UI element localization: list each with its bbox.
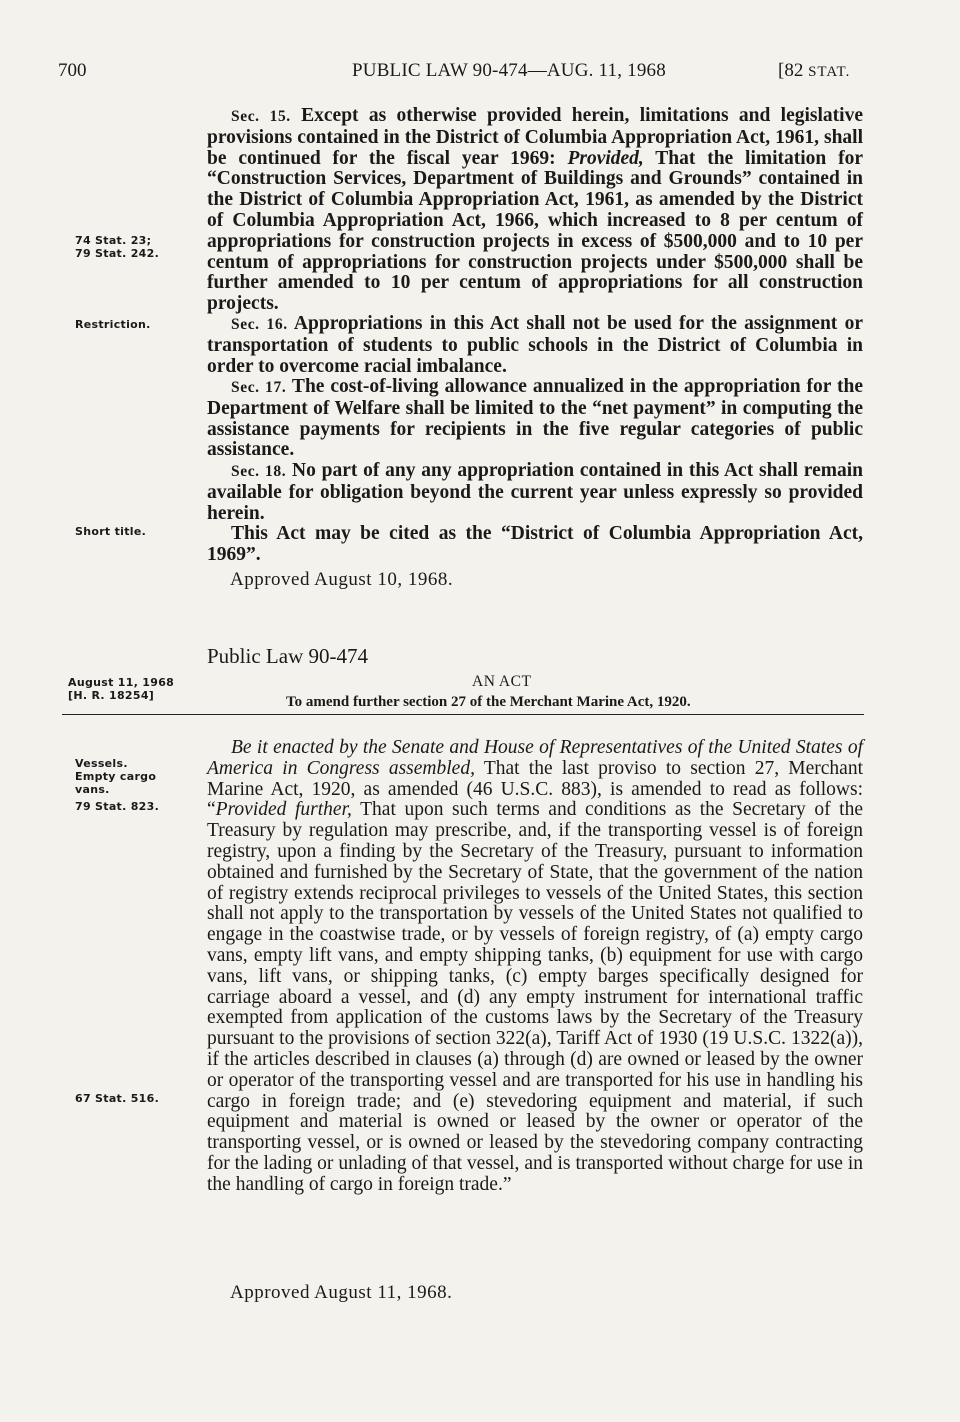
section-18-text: No part of any any appropriation contained in this Act shall remain available for obligation beyond the current year unless expressly so provided herein. <box>207 460 863 524</box>
margin-note-restriction: Restriction. <box>75 318 151 331</box>
margin-note-stat-516: 67 Stat. 516. <box>75 1092 160 1105</box>
short-title-text: This Act may be cited as the “District of Columbia Appropriation Act, 1969”. <box>207 523 863 565</box>
approval-date-1: Approved August 10, 1968. <box>230 569 454 590</box>
section-18 <box>207 461 863 524</box>
section-15-label: Sec. 15. <box>231 108 291 125</box>
law-title: Public Law 90-474 <box>207 644 368 668</box>
margin-note-short-title: Short title. <box>75 525 147 538</box>
section-15 <box>207 106 863 315</box>
section-15-provided: Provided, <box>567 147 644 169</box>
section-18-label: Sec. 18. <box>231 463 287 480</box>
running-head: PUBLIC LAW 90-474—AUG. 11, 1968 <box>352 60 666 81</box>
an-act-heading: AN ACT <box>472 673 532 690</box>
section-16 <box>207 314 863 377</box>
statute-label: STAT. <box>808 64 851 80</box>
act-purpose: To amend further section 27 of the Merchant Marine Act, 1920. <box>286 694 691 710</box>
section-17-label: Sec. 17. <box>231 379 287 396</box>
section-16-text: Appropriations in this Act shall not be used for the assignment or transportation of students to public schools in the District of Columbia in order to overcome racial imbalance. <box>207 313 863 377</box>
margin-note-stat-refs: 74 Stat. 23; 79 Stat. 242. <box>75 234 160 260</box>
margin-note-vessels: Vessels. Empty cargo vans. <box>75 757 157 796</box>
enacting-text-a: That the last proviso to section 27, Merchant Marine Act, 1920, as amended (46 U.S.C. 883), is amended to read as follows: “ <box>207 757 864 821</box>
statute-prefix: [82 <box>778 60 809 81</box>
margin-note-stat-823: 79 Stat. 823. <box>75 800 160 813</box>
section-17 <box>207 377 863 461</box>
page-number: 700 <box>58 60 87 81</box>
statute-reference <box>778 60 850 82</box>
provided-further: Provided further, <box>215 799 352 821</box>
section-15-text-b: That the limitation for “Construction Services, Department of Buildings and Grounds” contained in the District of Columbia Appropriation Act, 1961, as amended by the District of Columbia Appropriation Act, 1966, which increased to 8 per centum of appropriations for construction projects in excess of $500,000 and to 10 per centum of appropriations for construction projects under $500,000 shall be further amended to 10 per centum of appropriations for all construction projects. <box>207 147 863 315</box>
enacting-text-b: That upon such terms and conditions as the Secretary of the Treasury by regulation may prescribe, and, if the transporting vessel is of foreign registry, upon a finding by the Secretary of the Treasury, pursuant to information obtained and furnished by the Secretary of State, that the government of the nation of registry extends reciprocal privileges to vessels of the United States, this section shall not apply to the transportation by vessels of the United States not qualified to engage in the coastwise trade, or by vessels of foreign registry, of (a) empty cargo vans, empty lift vans, and empty shipping tanks, (b) equipment for use with cargo vans, lift vans, or shipping tanks, (c) empty barges specifically designed for carriage aboard a vessel, and (d) any empty instrument for international traffic exempted from application of the customs laws by the Secretary of the Treasury pursuant to the provisions of section 322(a), Tariff Act of 1930 (19 U.S.C. 1322(a)), if the articles described in clauses (a) through (d) are owned or leased by the owner or operator of the transporting vessel and are transported for his use in handling his cargo in foreign trade; and (e) stevedoring equipment and material, if such equipment and material is owned or leased by the owner or operator of the transporting vessel, or is owned or leased by the stevedoring company contracting for the lading or unlading of that vessel, and is transported without charge for use in the handling of cargo in foreign trade.” <box>207 799 863 1195</box>
margin-note-bill-id: August 11, 1968 [H. R. 18254] <box>68 676 175 702</box>
enacting-clause: Be it enacted by the Senate and House of Representatives of the United States of America in Congress assembled, <box>207 737 863 779</box>
section-17-text: The cost-of-living allowance annualized in the appropriation for the Department of Welfare shall be limited to the “net payment” in computing the assistance payments for recipients in the five regular categories of public assistance. <box>207 376 863 461</box>
approval-date-2: Approved August 11, 1968. <box>230 1282 453 1303</box>
enacting-section <box>207 738 863 1196</box>
heading-rule <box>62 714 864 715</box>
section-15-text-a: Except as otherwise provided herein, limitations and legislative provisions contained in the District of Columbia Appropriation Act, 1961, shall be continued for the fiscal year 1969: <box>207 105 863 169</box>
section-16-label: Sec. 16. <box>231 316 288 333</box>
